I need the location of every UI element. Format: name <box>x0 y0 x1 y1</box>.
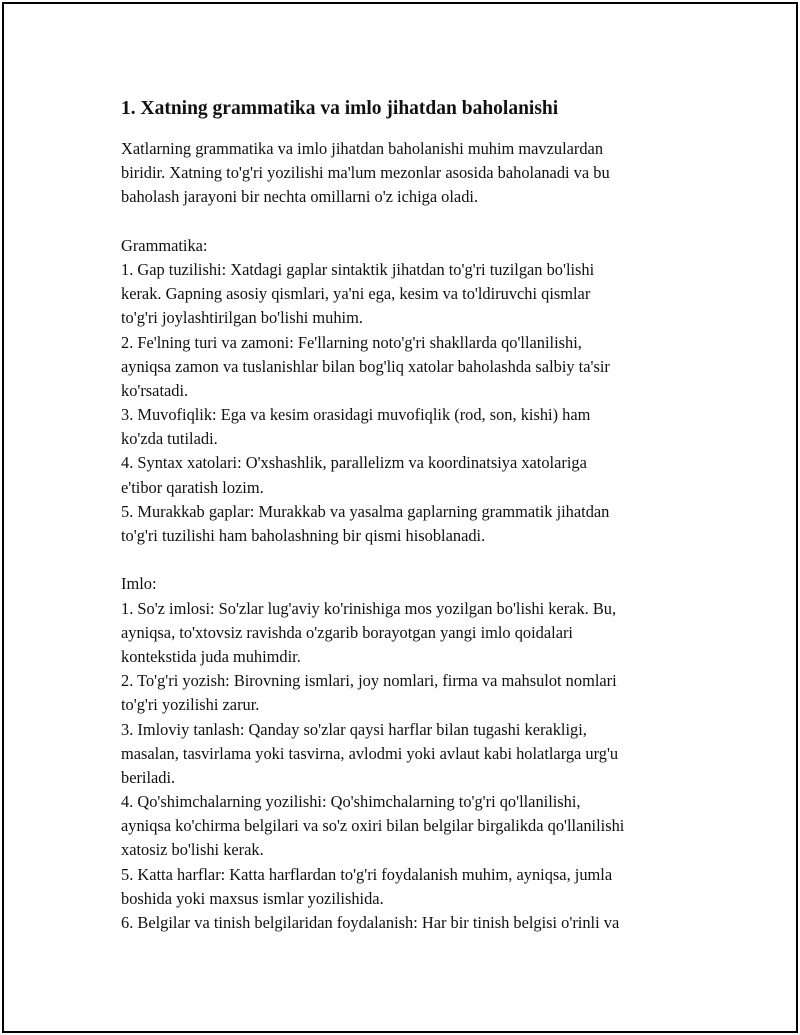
section-heading-grammar: Grammatika: <box>121 235 208 255</box>
text-line: to'g'ri joylashtirilgan bo'lishi muhim. <box>121 308 363 328</box>
text-line: Xatlarning grammatika va imlo jihatdan baholanishi muhim mavzulardan <box>121 139 604 158</box>
text-line: 2. To'g'ri yozish: Birovning ismlari, joy nomlari, firma va mahsulot nomlari <box>121 671 617 691</box>
text-line: 4. Qo'shimchalarning yozilishi: Qo'shimchalarning to'g'ri qo'llanilishi, <box>121 792 581 812</box>
text-line: to'g'ri tuzilishi ham baholashning bir qismi hisoblanadi. <box>121 526 486 545</box>
text-line: 3. Muvofiqlik: Ega va kesim orasidagi muvofiqlik (rod, son, kishi) ham <box>121 405 591 425</box>
text-line: ko'rsatadi. <box>121 380 189 400</box>
text-line: to'g'ri yozilishi zarur. <box>121 695 260 715</box>
text-line: 3. Imloviy tanlash: Qanday so'zlar qaysi harflar bilan tugashi kerakligi, <box>121 719 587 739</box>
text-line: 1. Gap tuzilishi: Xatdagi gaplar sintaktik jihatdan to'g'ri tuzilgan bo'lishi <box>121 259 595 279</box>
spelling-section <box>121 572 701 935</box>
text-line: biridir. Xatning to'g'ri yozilishi ma'lum mezonlar asosida baholanadi va bu <box>121 163 610 183</box>
text-line: baholash jarayoni bir nechta omillarni o'z ichiga oladi. <box>121 187 479 207</box>
text-line: 1. So'z imlosi: So'zlar lug'aviy ko'rinishiga mos yozilgan bo'lishi kerak. Bu, <box>121 598 617 618</box>
paragraph-gap <box>121 210 701 234</box>
grammar-section <box>121 234 701 548</box>
paragraph-gap <box>121 548 701 572</box>
text-line: ayniqsa, to'xtovsiz ravishda o'zgarib borayotgan yangi imlo qoidalari <box>121 622 573 642</box>
text-line: 5. Murakkab gaplar: Murakkab va yasalma gaplarning grammatik jihatdan <box>121 501 610 521</box>
document-title: 1. Xatning grammatika va imlo jihatdan baholanishi <box>121 98 559 119</box>
text-line: ayniqsa zamon va tuslanishlar bilan bog'liq xatolar baholashda salbiy ta'sir <box>121 356 610 376</box>
text-line: boshida yoki maxsus ismlar yozilishida. <box>121 888 384 908</box>
text-line: kerak. Gapning asosiy qismlari, ya'ni ega, kesim va to'ldiruvchi qismlar <box>121 284 591 304</box>
text-line: 2. Fe'lning turi va zamoni: Fe'llarning noto'g'ri shakllarda qo'llanilishi, <box>121 332 582 352</box>
section-heading-spelling: Imlo: <box>121 574 157 594</box>
text-line: ayniqsa ko'chirma belgilari va so'z oxiri bilan belgilar birgalikda qo'llanilishi <box>121 816 625 836</box>
document-body <box>121 96 701 935</box>
text-line: ko'zda tutiladi. <box>121 429 218 449</box>
text-line: 4. Syntax xatolari: O'xshashlik, parallelizm va koordinatsiya xatolariga <box>121 453 587 473</box>
page-frame <box>2 2 798 1033</box>
text-line: masalan, tasvirlama yoki tasvirna, avlodmi yoki avlaut kabi holatlarga urg'u <box>121 743 619 763</box>
text-line: xatosiz bo'lishi kerak. <box>121 840 264 860</box>
text-line: beriladi. <box>121 767 176 787</box>
text-line: kontekstida juda muhimdir. <box>121 646 301 666</box>
text-line: 5. Katta harflar: Katta harflardan to'g'ri foydalanish muhim, ayniqsa, jumla <box>121 864 613 884</box>
text-line: 6. Belgilar va tinish belgilaridan foydalanish: Har bir tinish belgisi o'rinli va <box>121 913 620 932</box>
text-line: e'tibor qaratish lozim. <box>121 477 264 497</box>
intro-paragraph <box>121 137 701 210</box>
